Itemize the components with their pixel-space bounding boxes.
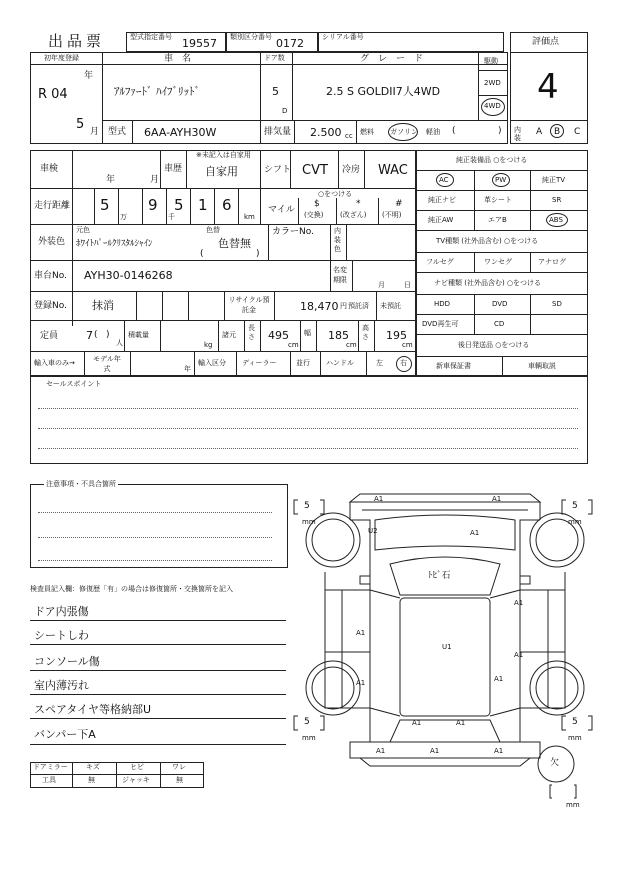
ac-label: 冷房 xyxy=(342,165,361,175)
recycle-unit: 円 xyxy=(340,302,347,310)
capacity-label: 定員 xyxy=(40,331,59,341)
spare-tire-unit: mm xyxy=(566,801,580,809)
load-label: 積載量 xyxy=(128,331,149,339)
color-change-label: 色替 xyxy=(206,226,220,234)
tv-label: TV種類 (社外品含む) ○をつける xyxy=(436,237,539,245)
tire-depth: 5 xyxy=(304,501,310,511)
docs-label: 後日発送品 ○をつける xyxy=(458,341,530,349)
inspector-note: 室内薄汚れ xyxy=(34,679,89,692)
exchange-label: (交換) xyxy=(304,211,324,219)
width-label: 幅 xyxy=(304,329,311,337)
tire-depth-unit: mm xyxy=(568,518,582,526)
unknown-label: (不明) xyxy=(382,211,402,219)
import-label: 輸入車のみ→ xyxy=(34,359,75,367)
tv-oneseg: ワンセグ xyxy=(484,258,512,266)
shift-label: シフト xyxy=(264,165,292,175)
equip-airbag: エアB xyxy=(488,216,507,224)
import-class-label: 輸入区分 xyxy=(198,359,226,367)
first-reg-month: 5 xyxy=(76,117,85,132)
genuine-label: 純正装備品 ○をつける xyxy=(456,156,528,164)
interior-b: B xyxy=(554,127,561,137)
equip-aw: 純正AW xyxy=(428,216,454,224)
spare-missing-label: 欠 xyxy=(550,758,560,768)
length-unit: cm xyxy=(288,341,299,349)
damage-mark: A1 xyxy=(514,651,524,659)
tv-analog: アナログ xyxy=(538,258,566,266)
docs-warranty: 新車保証書 xyxy=(436,362,471,370)
inspector-note: スペアタイヤ等格納部U xyxy=(34,703,152,716)
legend-header: ドアミラー xyxy=(33,763,68,771)
tire-depth-unit: mm xyxy=(302,734,316,742)
navi-dvd-play: DVD再生可 xyxy=(422,320,459,328)
tamper-label: (改ざん) xyxy=(340,211,367,219)
exchange-symbol: $ xyxy=(314,199,320,209)
inspector-note: バンパー下A xyxy=(34,728,96,741)
type-value: 6AA-AYH30W xyxy=(144,126,217,139)
navi-cd: CD xyxy=(494,320,505,328)
notes-box xyxy=(30,484,288,568)
mile-label: マイル xyxy=(268,205,295,215)
damage-mark: A1 xyxy=(356,629,366,637)
legend-header: ヒビ xyxy=(130,763,144,771)
equip-tv: 純正TV xyxy=(542,176,566,184)
int-color-label: 内装色 xyxy=(334,227,341,253)
handle-label: ハンドル xyxy=(326,359,354,367)
mileage-label: 走行距離 xyxy=(34,201,71,211)
reg-no-label: 登録No. xyxy=(34,301,67,311)
name-change-day: 日 xyxy=(404,281,411,289)
disp-label: 排気量 xyxy=(264,127,292,137)
shaken-month-unit: 月 xyxy=(150,175,160,185)
damage-mark: A1 xyxy=(494,675,504,683)
damage-mark: A1 xyxy=(514,599,524,607)
inspector-note: ドア内張傷 xyxy=(34,605,89,618)
diesel-label: 軽油 xyxy=(426,128,440,136)
legend-cell: 工具 xyxy=(42,776,56,784)
tv-fullseg: フルセグ xyxy=(426,258,454,266)
navi-dvd: DVD xyxy=(492,300,508,308)
tire-depth-unit: mm xyxy=(568,734,582,742)
fuel-gas: ガソリン xyxy=(390,128,418,136)
damage-mark: A1 xyxy=(374,495,384,503)
legend-header: キズ xyxy=(86,763,100,771)
unknown-symbol: # xyxy=(395,199,403,209)
mileage-digit: 5 xyxy=(174,196,184,214)
use-label: 車歴 xyxy=(164,164,183,174)
damage-mark: A1 xyxy=(456,719,466,727)
doors-label: ドア数 xyxy=(264,54,285,62)
recycle-label: リサイクル預託金 xyxy=(228,296,270,314)
disp-value: 2.500 xyxy=(310,126,342,139)
length-value: 495 xyxy=(268,329,289,342)
equip-pw: PW xyxy=(495,176,507,184)
capacity-value: 7 xyxy=(86,329,93,342)
height-label: 高さ xyxy=(362,324,369,341)
tire-depth: 5 xyxy=(304,717,310,727)
tamper-symbol: * xyxy=(356,199,361,209)
car-name-value: ｱﾙﾌｧｰﾄﾞ ﾊｲﾌﾞﾘｯﾄﾞ xyxy=(114,85,200,98)
first-reg-label: 初年度登録 xyxy=(44,54,79,62)
stone-chip-label: ﾄﾋﾞ石 xyxy=(428,571,451,581)
navi-sd: SD xyxy=(552,300,562,308)
legend-cell: 無 xyxy=(176,776,183,784)
shaken-year-unit: 年 xyxy=(106,175,116,185)
first-reg-month-unit: 月 xyxy=(90,127,100,137)
damage-mark: A1 xyxy=(470,529,480,537)
sales-point-label: セールスポイント xyxy=(46,380,102,388)
chassis-value: AYH30-0146268 xyxy=(84,269,173,282)
use-value: 自家用 xyxy=(205,165,238,178)
tire-depth: 5 xyxy=(572,501,578,511)
handle-right: 右 xyxy=(400,359,407,367)
shaken-label: 車検 xyxy=(40,164,59,174)
mileage-circle-note: ○をつける xyxy=(318,190,353,198)
serial-label: シリアル番号 xyxy=(322,33,364,41)
ext-color-value: ﾎﾜｲﾄﾊﾟｰﾙｸﾘｽﾀﾙｼｬｲﾝ xyxy=(76,239,153,249)
legend-header: ワレ xyxy=(172,763,186,771)
sales-point-box xyxy=(30,376,588,464)
recycle-deposit: 預託済 xyxy=(348,302,369,310)
tire-depth: 5 xyxy=(572,717,578,727)
mileage-sen-unit: 千 xyxy=(168,213,175,221)
rating-value: 4 xyxy=(537,67,559,107)
capacity-unit: 人 xyxy=(116,339,123,347)
height-unit: cm xyxy=(402,341,413,349)
ac-value: WAC xyxy=(378,163,408,178)
equip-navi: 純正ナビ xyxy=(428,196,456,204)
legend-cell: ジャッキ xyxy=(122,776,150,784)
fuel-label: 燃料 xyxy=(360,128,374,136)
mileage-digit: 9 xyxy=(148,196,158,214)
drive-4wd: 4WD xyxy=(484,102,501,110)
doors-value: 5 xyxy=(272,85,279,98)
class-no-label: 類別区分番号 xyxy=(230,33,272,41)
model-year-label: モデル年式 xyxy=(93,355,121,373)
docs-manual: 車輌取説 xyxy=(528,362,556,370)
mileage-man-unit: 万 xyxy=(120,213,127,221)
grade-label: グ レ ー ド xyxy=(360,54,424,64)
width-value: 185 xyxy=(328,329,349,342)
interior-a: A xyxy=(536,127,543,137)
reg-no-value: 抹消 xyxy=(92,299,114,312)
mileage-digit: 1 xyxy=(198,196,208,214)
handle-left: 左 xyxy=(376,359,383,367)
damage-mark: A1 xyxy=(492,495,502,503)
mileage-digit: 5 xyxy=(100,196,110,214)
name-change-month: 月 xyxy=(378,281,385,289)
recycle-value: 18,470 xyxy=(300,300,339,313)
damage-mark: A1 xyxy=(376,747,386,755)
car-name-label: 車 名 xyxy=(164,54,192,64)
chassis-label: 車台No. xyxy=(34,271,67,281)
height-value: 195 xyxy=(386,329,407,342)
equip-ac: AC xyxy=(439,176,449,184)
mileage-km-unit: km xyxy=(244,213,255,221)
import-dealer: ディーラー xyxy=(242,359,277,367)
orig-color-label: 元色 xyxy=(76,226,90,234)
use-note: ※未記入は自家用 xyxy=(196,151,251,159)
shift-value: CVT xyxy=(302,163,328,178)
equip-abs: ABS xyxy=(549,216,563,224)
dims-label: 諸元 xyxy=(222,331,236,339)
model-year-unit: 年 xyxy=(184,365,191,373)
drive-2wd: 2WD xyxy=(484,79,501,87)
damage-mark: A1 xyxy=(356,679,366,687)
damage-mark: A1 xyxy=(412,719,422,727)
color-no-label: カラーNo. xyxy=(272,227,314,237)
inspector-label: 検査員記入欄：修復歴「有」の場合は修復箇所・交換箇所を記入 xyxy=(30,585,233,593)
width-unit: cm xyxy=(346,341,357,349)
recycle-not: 未預託 xyxy=(380,302,401,310)
disp-unit: cc xyxy=(345,132,353,140)
tire-depth-unit: mm xyxy=(302,518,316,526)
ext-color-label: 外装色 xyxy=(38,237,66,247)
sheet-title: 出品票 xyxy=(48,32,106,50)
interior-label: 内装 xyxy=(514,126,521,142)
navi-label: ナビ種類 (社外品含む) ○をつける xyxy=(434,279,542,287)
first-reg-year: R 04 xyxy=(38,87,68,102)
mileage-digit: 6 xyxy=(222,196,232,214)
notes-label: 注意事項・不具合箇所 xyxy=(46,480,116,488)
drive-label: 駆動 xyxy=(484,57,498,65)
legend-cell: 無 xyxy=(88,776,95,784)
equip-leather: 革シート xyxy=(484,196,512,204)
navi-hdd: HDD xyxy=(434,300,451,308)
rating-label: 評価点 xyxy=(532,37,560,47)
model-no-label: 型式指定番号 xyxy=(130,33,172,41)
damage-mark: U1 xyxy=(442,643,452,651)
name-change-label: 名変期限 xyxy=(333,266,347,284)
interior-c: C xyxy=(574,127,581,137)
equip-sr: SR xyxy=(552,196,562,204)
doors-suffix: D xyxy=(282,107,288,115)
grade-value: 2.5 S GOLDII7人4WD xyxy=(326,85,441,98)
inspector-note: シートしわ xyxy=(34,629,89,642)
damage-mark: A1 xyxy=(494,747,504,755)
first-reg-year-unit: 年 xyxy=(84,71,94,81)
model-no-value: 19557 xyxy=(182,37,217,50)
damage-mark: A1 xyxy=(430,747,440,755)
import-parallel: 並行 xyxy=(296,359,310,367)
type-label: 型式 xyxy=(108,127,127,137)
class-no-value: 0172 xyxy=(276,37,304,50)
load-kg: kg xyxy=(204,341,213,349)
length-label: 長さ xyxy=(248,324,255,341)
inspector-note: コンソール傷 xyxy=(34,655,100,668)
damage-mark: U2 xyxy=(368,527,378,535)
color-change-value: 色替無 xyxy=(218,237,251,250)
